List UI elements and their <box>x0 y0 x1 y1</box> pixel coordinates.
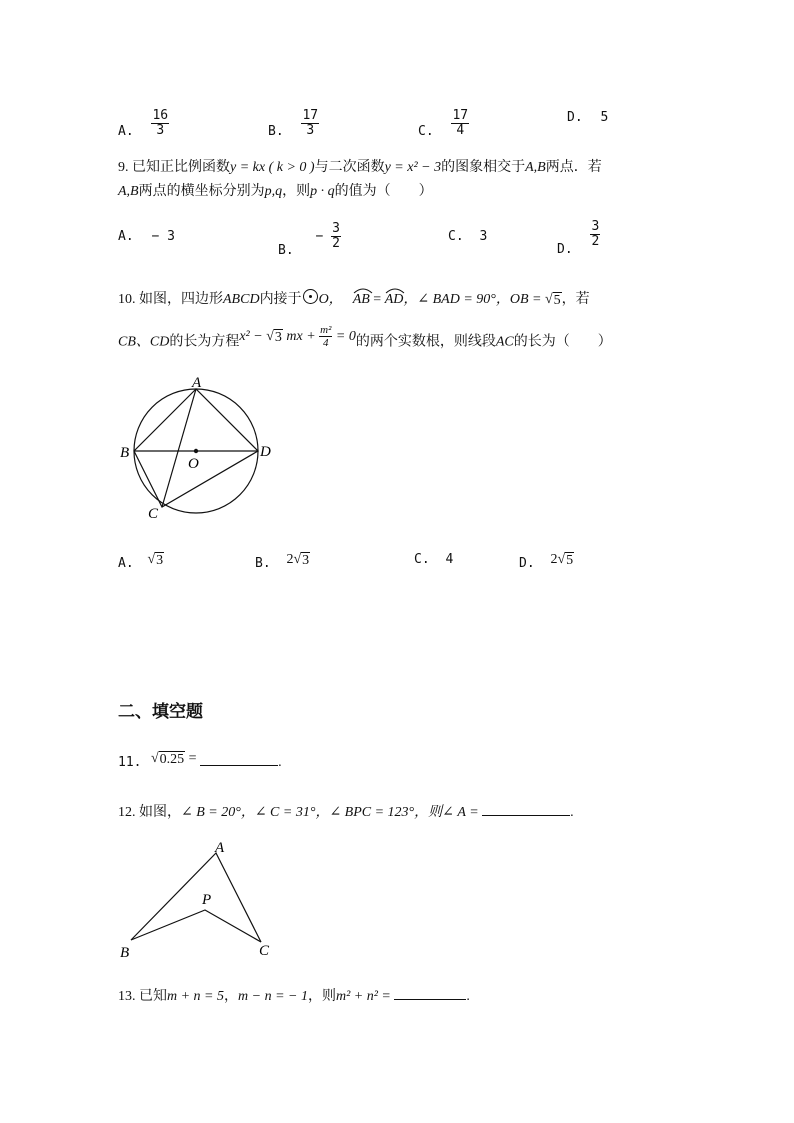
option-label: B. <box>278 243 294 258</box>
text: 12. 如图， <box>118 805 181 820</box>
option-value: 4 <box>445 552 454 567</box>
label-p: P <box>202 892 212 908</box>
q13-line <box>118 985 470 1005</box>
math-expression: p,q <box>264 184 283 199</box>
option-label: B. <box>255 556 271 571</box>
arc-ab <box>353 292 370 308</box>
q9-option-d <box>557 219 600 257</box>
text: = <box>369 292 385 307</box>
radicand: 3 <box>302 553 310 568</box>
label-d: D <box>260 444 271 460</box>
math-expression: = 0 <box>332 328 356 344</box>
fraction <box>331 222 341 251</box>
math-expression: x² − <box>239 328 267 344</box>
arc-icon <box>353 286 373 294</box>
option-label: A. <box>118 229 134 244</box>
math-expression: y = x² − 3 <box>384 160 442 175</box>
radicand: 3 <box>274 329 282 345</box>
q9-option-a <box>118 229 175 244</box>
text: 13. 已知 <box>118 989 167 1004</box>
math-expression: ∠ B = 20°，∠ C = 31°，∠ BPC = 123°，则∠ A = <box>181 805 483 820</box>
option-value: 5 <box>600 110 609 125</box>
math-expression: m² + n² = <box>335 989 395 1004</box>
label-b: B <box>120 445 130 461</box>
numerator: 3 <box>332 221 340 236</box>
q10-line-2 <box>118 324 612 355</box>
denominator: 4 <box>323 337 329 349</box>
denominator: 3 <box>306 123 315 138</box>
text: ，则 <box>307 989 336 1004</box>
denominator: 2 <box>591 234 600 249</box>
label-c: C <box>259 943 270 959</box>
label-a: A <box>215 840 225 856</box>
radical-icon: √ <box>150 751 159 766</box>
q10-figure <box>115 370 285 522</box>
q10-option-a <box>118 552 164 571</box>
denominator: 4 <box>456 123 465 138</box>
q8-option-b <box>268 108 319 146</box>
fraction <box>451 109 469 138</box>
fraction <box>319 324 332 349</box>
math-expression: ，∠ BAD = 90°， <box>403 292 510 307</box>
option-label: A. <box>118 556 134 571</box>
math-expression: OB = <box>509 292 545 307</box>
coefficient: 2 <box>550 552 558 567</box>
sqrt <box>151 751 185 767</box>
math-expression: ABCD <box>223 292 260 307</box>
option-value: 3 <box>479 229 488 244</box>
option-label: C. <box>448 229 464 244</box>
text: . <box>278 755 282 770</box>
coefficient: 2 <box>286 552 294 567</box>
text: 的长为方程 <box>169 334 240 350</box>
denominator: 2 <box>332 236 340 251</box>
math-expression: A,B <box>118 184 139 199</box>
option-label: D. <box>519 556 535 571</box>
option-label: C. <box>418 124 434 139</box>
circle-dot-icon <box>303 289 318 304</box>
answer-blank[interactable] <box>394 999 466 1000</box>
radicand: 0.25 <box>159 752 185 767</box>
numerator: 17 <box>302 108 319 123</box>
inner-edges-bpc <box>131 910 261 942</box>
text: 两点的横坐标分别为 <box>138 184 265 199</box>
numerator: 3 <box>591 219 600 234</box>
label-o: O <box>188 456 199 472</box>
text: 与二次函数 <box>314 160 385 175</box>
arc-icon <box>385 286 405 294</box>
radicand: 5 <box>566 553 574 568</box>
math-expression: AB <box>352 292 370 307</box>
text: 10. 如图，四边形 <box>118 292 223 307</box>
fraction <box>301 109 319 138</box>
q10-line-1 <box>118 288 590 308</box>
math-expression: AD <box>384 292 404 307</box>
q9-line-1 <box>118 156 602 176</box>
q8-option-a <box>118 108 169 146</box>
q12-figure <box>115 838 280 963</box>
q9-option-b <box>278 221 341 258</box>
minus-sign: − <box>315 229 324 244</box>
question-number: 11. <box>118 755 142 770</box>
text: . <box>570 805 574 820</box>
sqrt <box>557 552 574 568</box>
text: 的值为（ ） <box>334 184 433 199</box>
text: 的长为（ ） <box>513 334 612 350</box>
option-label: B. <box>268 124 284 139</box>
radical-icon: √ <box>557 552 566 567</box>
numerator: 17 <box>452 108 469 123</box>
text: ，则 <box>282 184 311 199</box>
text: 的图象相交于 <box>441 160 526 175</box>
math-expression: A,B <box>525 160 546 175</box>
label-a: A <box>192 375 202 391</box>
radical-icon: √ <box>544 292 553 307</box>
math-expression: mx + <box>282 328 320 344</box>
text: 的两个实数根，则线段 <box>355 334 496 350</box>
outer-edges-bac <box>131 853 261 942</box>
fraction <box>151 109 169 138</box>
sqrt <box>293 552 310 568</box>
option-label: D. <box>557 242 573 257</box>
answer-blank[interactable] <box>482 815 570 816</box>
math-expression: y = kx ( k > 0 ) <box>230 160 315 175</box>
radicand: 3 <box>156 553 164 568</box>
radical-icon: √ <box>293 552 302 567</box>
q12-line <box>118 801 574 821</box>
option-value: − 3 <box>151 229 175 244</box>
label-b: B <box>120 945 130 961</box>
answer-blank[interactable] <box>200 765 278 766</box>
q10-option-d <box>519 552 574 571</box>
text: = <box>185 751 201 766</box>
text: ，若 <box>561 292 590 307</box>
fraction <box>590 220 600 249</box>
sqrt <box>147 552 164 568</box>
math-expression: AC <box>495 334 514 350</box>
option-label: D. <box>567 110 583 125</box>
arc-ad <box>385 292 404 308</box>
numerator: m² <box>320 324 332 336</box>
radical-icon: √ <box>147 552 156 567</box>
q8-option-c <box>418 108 469 146</box>
option-label: A. <box>118 124 134 139</box>
option-label: C. <box>414 552 430 567</box>
q9-line-2 <box>118 180 433 200</box>
radical-icon: √ <box>266 328 274 344</box>
q11-line <box>118 751 282 771</box>
section-title: 二、填空题 <box>118 702 203 722</box>
math-expression: O， <box>318 292 343 307</box>
text: 两点．若 <box>545 160 602 175</box>
math-expression: m − n = − 1 <box>238 989 308 1004</box>
text: 9. 已知正比例函数 <box>118 160 230 175</box>
text: 内接于 <box>259 292 302 307</box>
denominator: 3 <box>156 123 165 138</box>
label-c: C <box>148 506 159 522</box>
center-point-o <box>194 449 198 453</box>
math-expression: m + n = 5 <box>167 989 225 1004</box>
q9-option-c <box>448 229 487 244</box>
q8-option-d <box>567 110 608 125</box>
sqrt <box>266 329 283 345</box>
text: . <box>466 989 470 1004</box>
q10-option-b <box>255 552 310 571</box>
q10-option-c <box>414 552 453 567</box>
math-expression: p · q <box>310 184 335 199</box>
radicand: 5 <box>553 293 561 308</box>
math-expression: CB、CD <box>118 334 170 350</box>
sqrt <box>545 292 562 308</box>
numerator: 16 <box>152 108 169 123</box>
text: ， <box>224 989 239 1004</box>
